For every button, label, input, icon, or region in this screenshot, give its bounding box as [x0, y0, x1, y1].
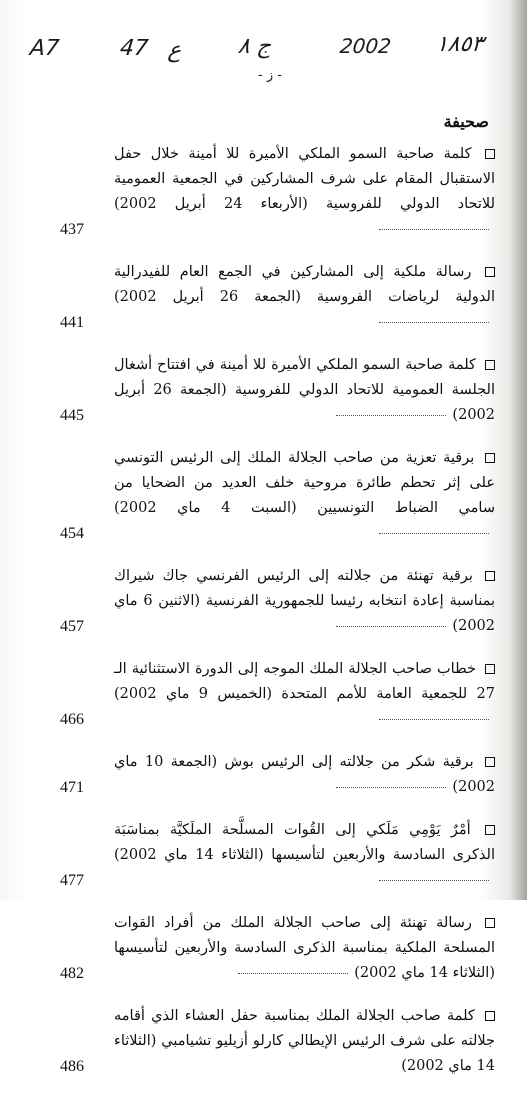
toc-entry-text: كلمة صاحب الجلالة الملك بمناسبة حفل العشاء الذي أقامه جلالته على شرف الرئيس الإيطالي كارلو أزيليو تشيامبي (الثلاثاء 14 ماي 2002) — [114, 1008, 495, 1074]
toc-list — [60, 142, 495, 1097]
dot-leader — [336, 625, 446, 627]
dot-leader — [379, 532, 489, 534]
handwritten-date: ١٨٥٣ — [434, 32, 485, 57]
handwritten-code: A7 — [28, 36, 61, 61]
handwritten-volume: ج ٨ — [236, 34, 273, 59]
checkbox-bullet-icon — [485, 918, 495, 928]
toc-entry-page: 445 — [60, 407, 84, 424]
dot-leader — [238, 972, 348, 974]
toc-entry — [60, 750, 495, 800]
toc-entry — [60, 446, 495, 546]
toc-entry — [60, 657, 495, 732]
page-mark: - ز - — [258, 68, 282, 83]
dot-leader — [379, 879, 489, 881]
toc-entry — [60, 260, 495, 335]
dot-leader — [336, 786, 446, 788]
handwritten-number: 47 — [118, 36, 150, 61]
toc-entry — [60, 564, 495, 639]
toc-entry-page: 441 — [60, 314, 84, 331]
toc-entry-text: كلمة صاحبة السمو الملكي الأميرة للا أمينة في افتتاح أشغال الجلسة العمومية للاتحاد الدولي للفروسية (الجمعة 26 أبريل 2002) — [114, 357, 495, 423]
toc-entry — [60, 818, 495, 893]
toc-entry-page: 457 — [60, 618, 84, 635]
page-column-title: صحيفة — [443, 112, 489, 131]
dot-leader — [379, 228, 489, 230]
toc-entry-text: برقية شكر من جلالته إلى الرئيس بوش (الجمعة 10 ماي 2002) — [114, 754, 495, 795]
handwritten-annotation — [0, 28, 527, 68]
toc-entry-text: رسالة ملكية إلى المشاركين في الجمع العام للفيدرالية الدولية لرياضات الفروسية (الجمعة 26 أبريل 2002) — [114, 264, 495, 305]
toc-entry-page: 454 — [60, 525, 84, 542]
checkbox-bullet-icon — [485, 757, 495, 767]
toc-entry-text: رسالة تهنئة إلى صاحب الجلالة الملك من أفراد القوات المسلحة الملكية بمناسبة الذكرى السادسة والأربعين لتأسيسها (الثلاثاء 14 ماي 2002) — [114, 915, 495, 981]
toc-entry-page: 482 — [60, 965, 84, 982]
dot-leader — [336, 414, 446, 416]
toc-entry-page: 466 — [60, 711, 84, 728]
toc-entry-text: برقية تهنئة من جلالته إلى الرئيس الفرنسي جاك شيراك بمناسبة إعادة انتخابه رئيسا للجمهورية الفرنسية (الاثنين 6 ماي 2002) — [114, 568, 495, 634]
dot-leader — [379, 718, 489, 720]
toc-entry — [60, 1004, 495, 1079]
checkbox-bullet-icon — [485, 267, 495, 277]
checkbox-bullet-icon — [485, 453, 495, 463]
toc-entry-page: 437 — [60, 221, 84, 238]
checkbox-bullet-icon — [485, 360, 495, 370]
checkbox-bullet-icon — [485, 571, 495, 581]
checkbox-bullet-icon — [485, 825, 495, 835]
checkbox-bullet-icon — [485, 664, 495, 674]
checkbox-bullet-icon — [485, 1011, 495, 1021]
checkbox-bullet-icon — [485, 149, 495, 159]
toc-entry — [60, 911, 495, 986]
handwritten-year: 2002 — [338, 34, 393, 58]
toc-entry-text: خطاب صاحب الجلالة الملك الموجه إلى الدورة الاستثنائية الـ 27 للجمعية العامة للأمم المتحدة (الخميس 9 ماي 2002) — [114, 661, 495, 702]
toc-entry-text: كلمة صاحبة السمو الملكي الأميرة للا أمينة خلال حفل الاستقبال المقام على شرف المشاركين في الجمعية العمومية للاتحاد الدولي للفروسية (الأربعاء 24 أبريل 2002) — [114, 146, 495, 212]
toc-entry-page: 471 — [60, 779, 84, 796]
toc-entry-text: أمْرٌ يَوْمِي مَلَكي إلى القُوات المسلَّحة الملَكيَّة بمناسَبَة الذكرى السادسة والأربعين لتأسيسها (الثلاثاء 14 ماي 2002) — [114, 822, 495, 863]
page-spine-shadow — [509, 0, 527, 900]
toc-entry-page: 477 — [60, 872, 84, 889]
handwritten-letter: ع — [166, 38, 183, 63]
toc-entry — [60, 353, 495, 428]
dot-leader — [379, 321, 489, 323]
toc-entry-page: 486 — [60, 1058, 84, 1075]
toc-entry-text: برقية تعزية من صاحب الجلالة الملك إلى الرئيس التونسي على إثر تحطم طائرة مروحية خلف العديد من الضحايا من سامي الضباط التونسيين (السبت 4 ماي 2002) — [114, 450, 495, 516]
toc-entry — [60, 142, 495, 242]
